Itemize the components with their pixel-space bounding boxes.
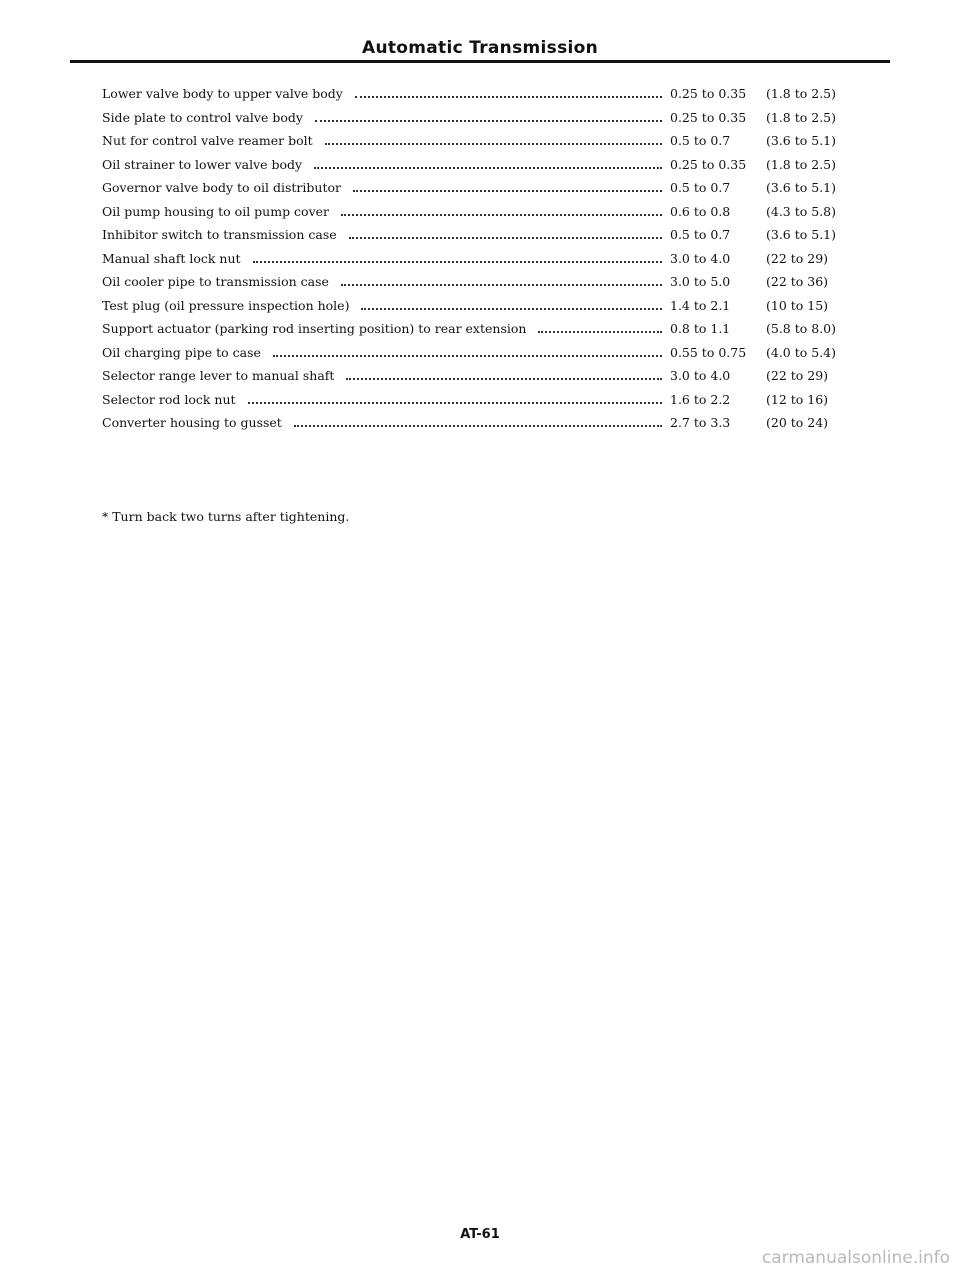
footnote: * Turn back two turns after tightening. bbox=[102, 509, 350, 524]
spec-label: Inhibitor switch to transmission case bbox=[102, 227, 337, 242]
torque-ftlb-value: (3.6 to 5.1) bbox=[766, 133, 837, 148]
leader-dots bbox=[355, 96, 662, 98]
spec-label: Nut for control valve reamer bolt bbox=[102, 133, 313, 148]
torque-kgm-value: 2.7 to 3.3 bbox=[670, 415, 731, 430]
leader-dots bbox=[294, 425, 662, 427]
spec-label: Oil cooler pipe to transmission case bbox=[102, 274, 329, 289]
spec-row bbox=[102, 274, 882, 298]
torque-ftlb-value: (20 to 24) bbox=[766, 415, 829, 430]
spec-label: Oil pump housing to oil pump cover bbox=[102, 203, 330, 219]
page-number: AT-61 bbox=[460, 1227, 500, 1242]
torque-ftlb-value: (1.8 to 2.5) bbox=[766, 86, 837, 101]
spec-label: Oil strainer to lower valve body bbox=[102, 156, 303, 172]
torque-ftlb-value: (4.3 to 5.8) bbox=[766, 203, 837, 219]
torque-kgm-value: 1.6 to 2.2 bbox=[670, 391, 731, 407]
leader-dots bbox=[353, 190, 662, 192]
torque-kgm-value: 0.5 to 0.7 bbox=[670, 180, 731, 195]
leader-dots bbox=[361, 308, 662, 310]
torque-ftlb-value: (10 to 15) bbox=[766, 297, 829, 313]
watermark: carmanualsonline.info bbox=[761, 1248, 950, 1268]
leader-dots bbox=[341, 214, 662, 216]
torque-ftlb-value: (1.8 to 2.5) bbox=[766, 156, 837, 172]
spec-row bbox=[102, 133, 882, 157]
spec-label: Lower valve body to upper valve body bbox=[102, 86, 343, 101]
torque-spec-list bbox=[102, 86, 882, 439]
spec-label: Oil charging pipe to case bbox=[102, 344, 261, 360]
torque-ftlb-value: (12 to 16) bbox=[766, 391, 829, 407]
torque-ftlb-value: (22 to 29) bbox=[766, 250, 829, 266]
torque-kgm-value: 1.4 to 2.1 bbox=[670, 297, 731, 313]
torque-kgm-value: 0.5 to 0.7 bbox=[670, 133, 731, 148]
leader-dots bbox=[315, 120, 662, 122]
spec-row bbox=[102, 204, 882, 228]
leader-dots bbox=[248, 402, 662, 404]
spec-row bbox=[102, 251, 882, 275]
spec-label: Governor valve body to oil distributor bbox=[102, 180, 341, 195]
torque-kgm-value: 0.25 to 0.35 bbox=[670, 156, 747, 172]
leader-dots bbox=[253, 261, 662, 263]
spec-row bbox=[102, 110, 882, 134]
leader-dots bbox=[273, 355, 662, 357]
spec-row bbox=[102, 321, 882, 345]
torque-kgm-value: 0.6 to 0.8 bbox=[670, 203, 731, 219]
torque-kgm-value: 3.0 to 4.0 bbox=[670, 250, 731, 266]
torque-kgm-value: 0.55 to 0.75 bbox=[670, 344, 747, 360]
spec-row bbox=[102, 368, 882, 392]
spec-row bbox=[102, 157, 882, 181]
torque-kgm-value: 0.25 to 0.35 bbox=[670, 86, 747, 101]
leader-dots bbox=[314, 167, 662, 169]
spec-label: Manual shaft lock nut bbox=[102, 250, 241, 266]
spec-row bbox=[102, 415, 882, 439]
torque-ftlb-value: (22 to 29) bbox=[766, 368, 829, 383]
spec-label: Support actuator (parking rod inserting position) to rear extension bbox=[102, 321, 527, 336]
torque-ftlb-value: (4.0 to 5.4) bbox=[766, 344, 837, 360]
page-title: Automatic Transmission bbox=[362, 38, 598, 58]
leader-dots bbox=[346, 378, 662, 380]
spec-row bbox=[102, 227, 882, 251]
spec-row bbox=[102, 180, 882, 204]
torque-ftlb-value: (5.8 to 8.0) bbox=[766, 321, 837, 336]
torque-kgm-value: 0.8 to 1.1 bbox=[670, 321, 731, 336]
torque-kgm-value: 3.0 to 4.0 bbox=[670, 368, 731, 383]
header-rule bbox=[70, 60, 890, 63]
torque-kgm-value: 0.5 to 0.7 bbox=[670, 227, 731, 242]
spec-row bbox=[102, 298, 882, 322]
leader-dots bbox=[538, 331, 662, 333]
torque-ftlb-value: (1.8 to 2.5) bbox=[766, 109, 837, 125]
spec-label: Selector rod lock nut bbox=[102, 391, 236, 407]
spec-row bbox=[102, 345, 882, 369]
torque-ftlb-value: (3.6 to 5.1) bbox=[766, 227, 837, 242]
spec-row bbox=[102, 86, 882, 110]
torque-kgm-value: 3.0 to 5.0 bbox=[670, 274, 731, 289]
leader-dots bbox=[349, 237, 662, 239]
torque-kgm-value: 0.25 to 0.35 bbox=[670, 109, 747, 125]
spec-label: Converter housing to gusset bbox=[102, 415, 282, 430]
leader-dots bbox=[341, 284, 662, 286]
spec-row bbox=[102, 392, 882, 416]
spec-label: Test plug (oil pressure inspection hole) bbox=[102, 297, 350, 313]
leader-dots bbox=[325, 143, 662, 145]
torque-ftlb-value: (3.6 to 5.1) bbox=[766, 180, 837, 195]
spec-label: Selector range lever to manual shaft bbox=[102, 368, 335, 383]
spec-label: Side plate to control valve body bbox=[102, 109, 303, 125]
torque-ftlb-value: (22 to 36) bbox=[766, 274, 829, 289]
